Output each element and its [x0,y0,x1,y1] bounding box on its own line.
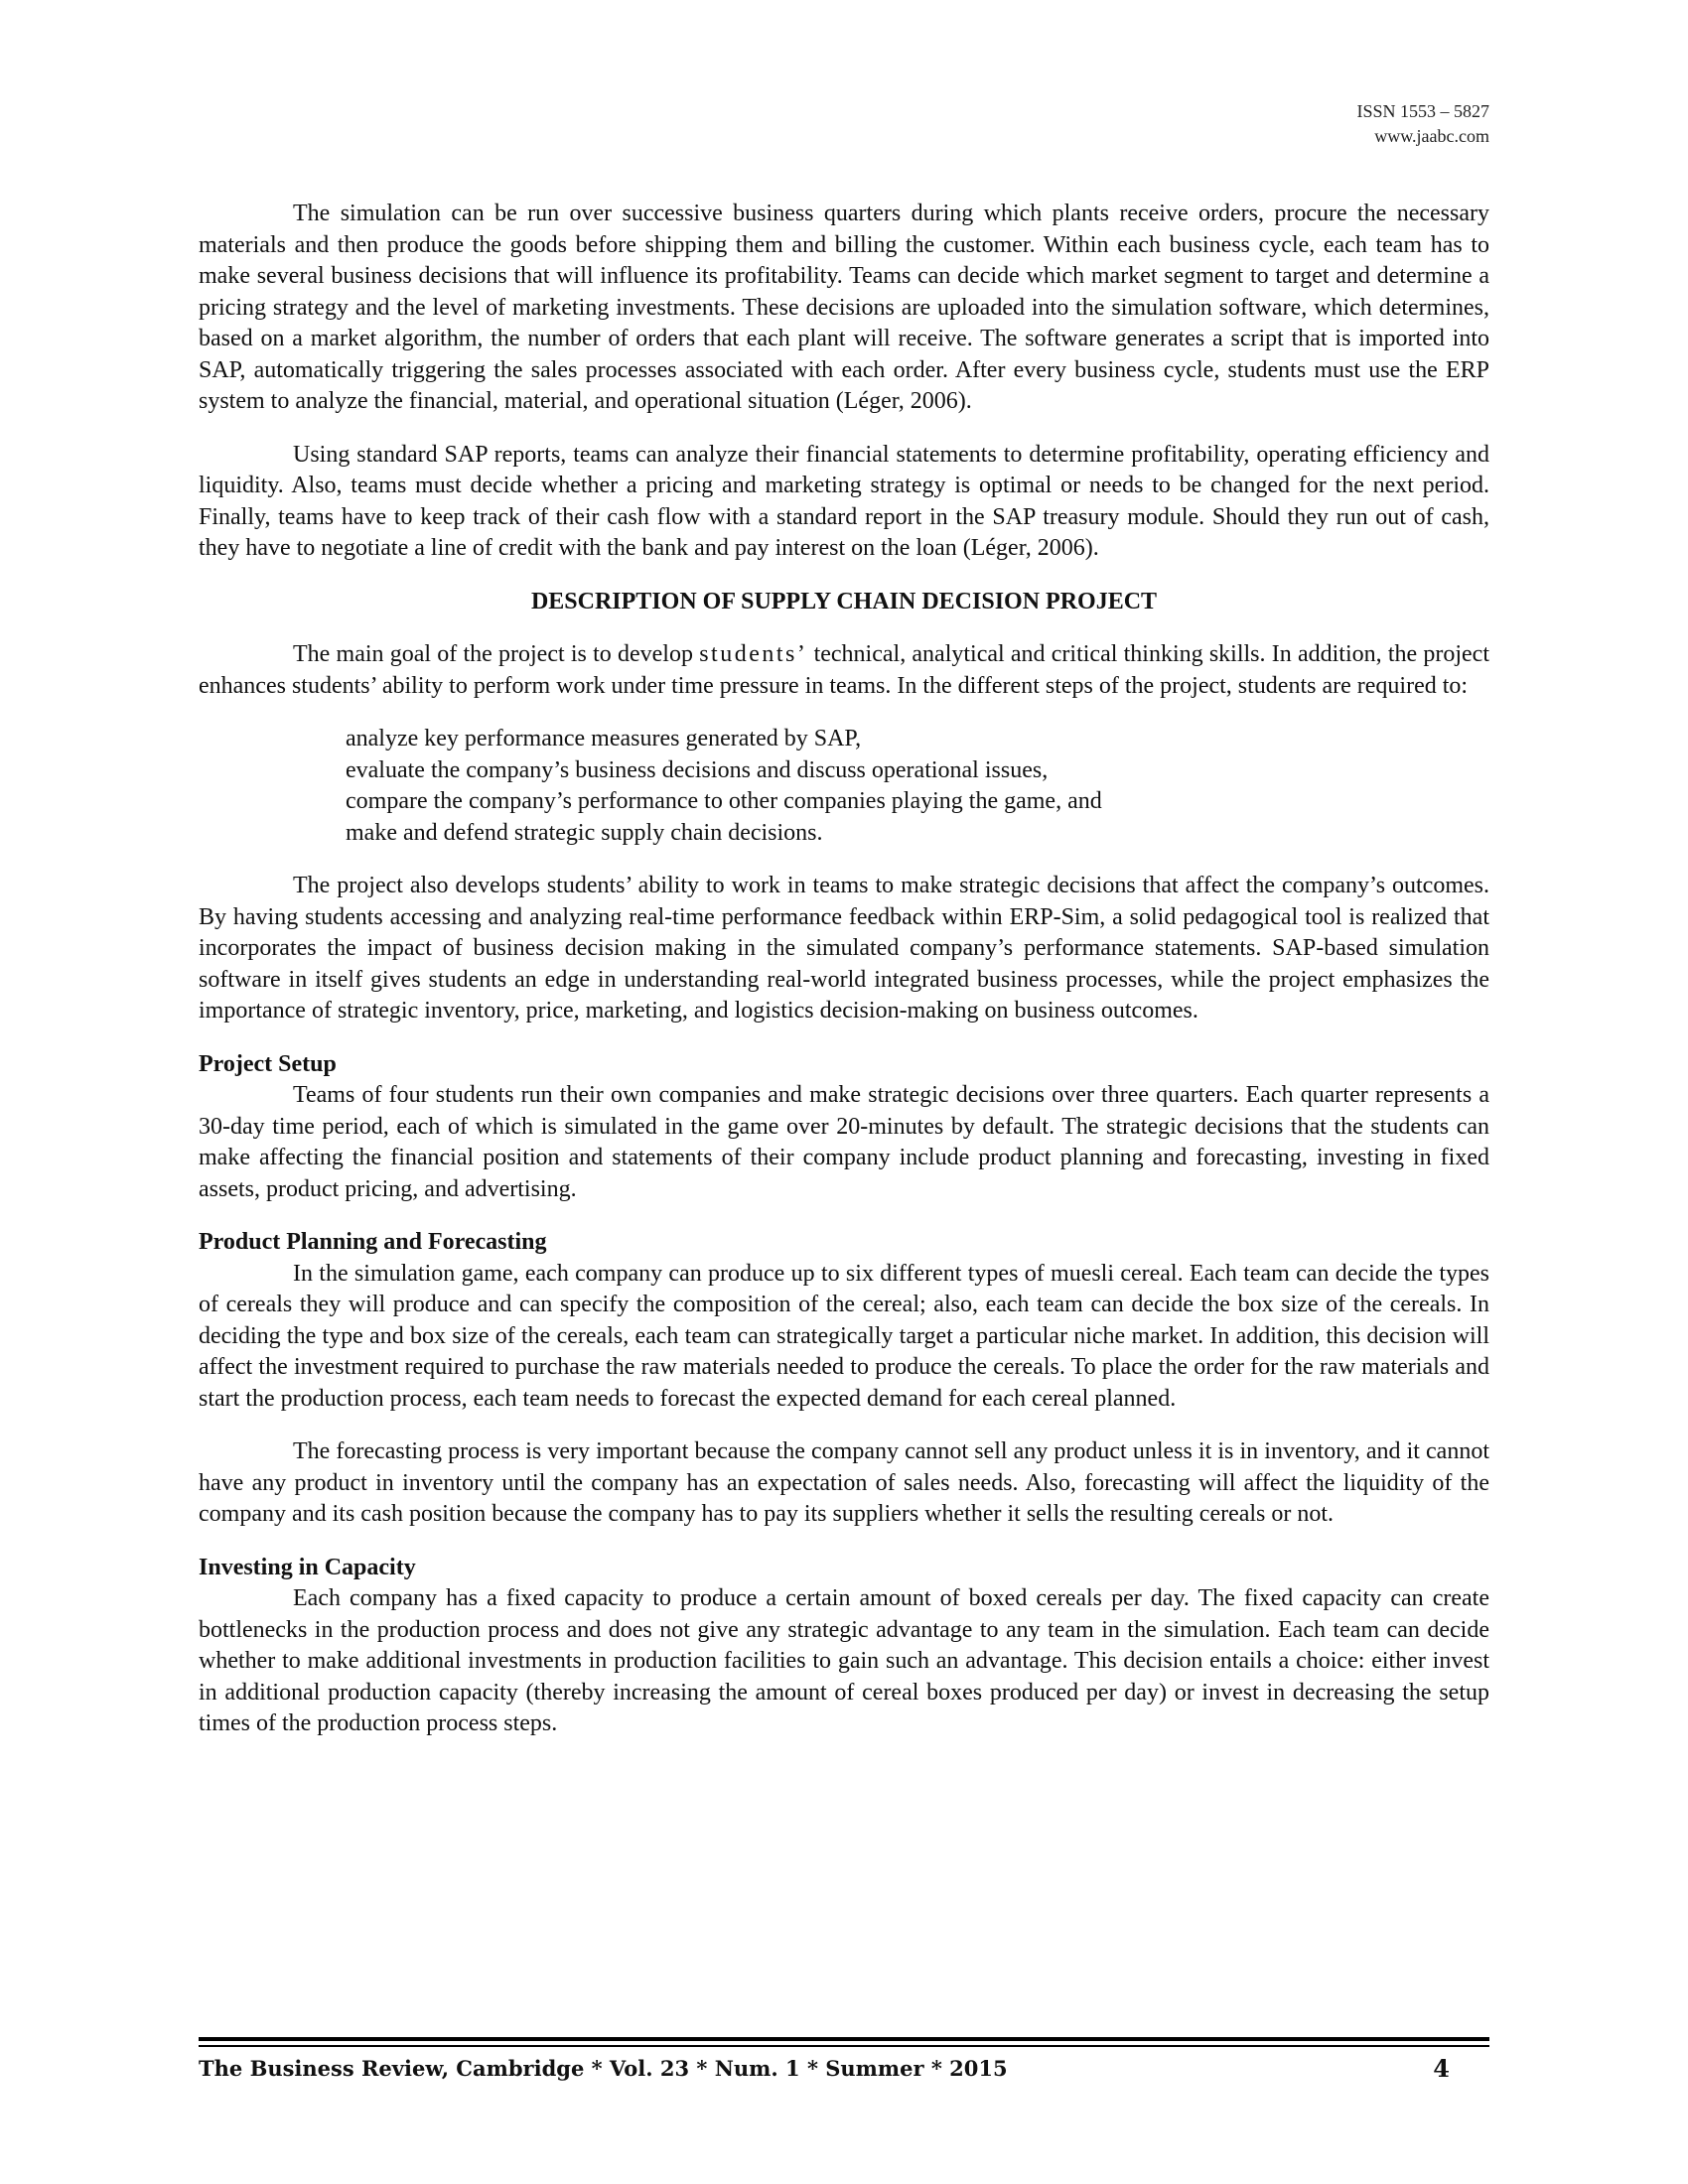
paragraph-simulation-overview: The simulation can be run over successive business quarters during which plants receive orders, procure the necessary materials and then produce the goods before shipping them and billing the customer. Within each business cycle, each team has to make several business decisions that will influence its profitability. Teams can decide which market segment to target and determine a pricing strategy and the level of marketing investments. These decisions are uploaded into the simulation software, which determines, based on a market algorithm, the number of orders that each plant will receive. The software generates a script that is imported into SAP, automatically triggering the sales processes associated with each order. After every business cycle, students must use the ERP system to analyze the financial, material, and operational situation (Léger, 2006). [199,201,1489,414]
list-item: evaluate the company’s business decisions and discuss operational issues, [346,756,1049,783]
article-body [199,199,1489,1762]
goal-text-students: students’ [699,641,808,667]
paragraph-project-setup: Teams of four students run their own companies and make strategic decisions over three quarters. Each quarter represents a 30-day time period, each of which is simulated in the game over 20-minutes by default. The strategic decisions that the students can make affecting the financial position and statements of their company include product planning and forecasting, investing in fixed assets, product pricing, and advertising. [199,1082,1489,1202]
list-item: make and defend strategic supply chain decisions. [346,819,823,846]
subheading-investing-capacity: Investing in Capacity [199,1554,416,1580]
paragraph-sap-reports: Using standard SAP reports, teams can analyze their financial statements to determine profitability, operating efficiency and liquidity. Also, teams must decide whether a pricing and marketing strategy is optimal or needs to be changed for the next period. Finally, teams have to keep track of their cash flow with a standard report in the SAP treasury module. Should they run out of cash, they have to negotiate a line of credit with the bank and pay interest on the loan (Léger, 2006). [199,441,1489,561]
page-number: 4 [1433,2054,1450,2083]
goal-text-end: technical, analytical and critical thinking skills. In addition, the project enhances students’ ability to perform work under time pressure in teams. In the different steps of the project, students are required to: [199,641,1489,699]
footer-rule-thin [199,2045,1489,2047]
subheading-product-planning: Product Planning and Forecasting [199,1229,547,1255]
paragraph-product-planning: In the simulation game, each company can produce up to six different types of muesli cereal. Each team can decide the types of cereals they will produce and can specify the composition of the cereal; also, each team can decide the box size of the cereals. In deciding the type and box size of the cereals, each team can strategically target a particular niche market. In addition, this decision will affect the investment required to purchase the raw materials needed to produce the cereals. To place the order for the raw materials and start the production process, each team needs to forecast the expected demand for each cereal planned. [199,1260,1489,1412]
footer-journal-citation: The Business Review, Cambridge * Vol. 23 * Num. 1 * Summer * 2015 [199,2056,1008,2081]
list-item: compare the company’s performance to other companies playing the game, and [346,788,1102,814]
paragraph-project-goal [199,639,1489,702]
section-heading: DESCRIPTION OF SUPPLY CHAIN DECISION PROJECT [530,588,1158,614]
paragraph-teamwork: The project also develops students’ ability to work in teams to make strategic decisions that affect the company’s outcomes. By having students accessing and analyzing real-time performance feedback within ERP-Sim, a solid pedagogical tool is realized that incorporates the impact of business decision making in the simulated company’s performance statements. SAP-based simulation software in itself gives students an edge in understanding real-world integrated business processes, while the project emphasizes the importance of strategic inventory, price, marketing, and logistics decision-making on business outcomes. [199,873,1489,1024]
paragraph-forecasting: The forecasting process is very important because the company cannot sell any product unless it is in inventory, and it cannot have any product in inventory until the company has an expectation of sales needs. Also, forecasting will affect the liquidity of the company and its cash position because the company has to pay its suppliers whether it sells the resulting cereals or not. [199,1438,1489,1527]
journal-website: www.jaabc.com [1374,126,1489,146]
goal-text-start: The main goal of the project is to develop [293,641,693,667]
paragraph-investing-capacity: Each company has a fixed capacity to produce a certain amount of boxed cereals per day. The fixed capacity can create bottlenecks in the production process and does not give any strategic advantage to any team in the simulation. Each team can decide whether to make additional investments in production facilities to gain such an advantage. This decision entails a choice: either invest in additional production capacity (thereby increasing the amount of cereal boxes produced per day) or invest in decreasing the setup times of the production process steps. [199,1585,1489,1736]
subheading-project-setup: Project Setup [199,1050,337,1077]
requirements-list [199,724,1489,849]
page-header [1192,99,1489,149]
issn-number: ISSN 1553 – 5827 [1356,101,1489,121]
footer-rule-thick [199,2037,1489,2041]
list-item: analyze key performance measures generated by SAP, [346,726,862,751]
